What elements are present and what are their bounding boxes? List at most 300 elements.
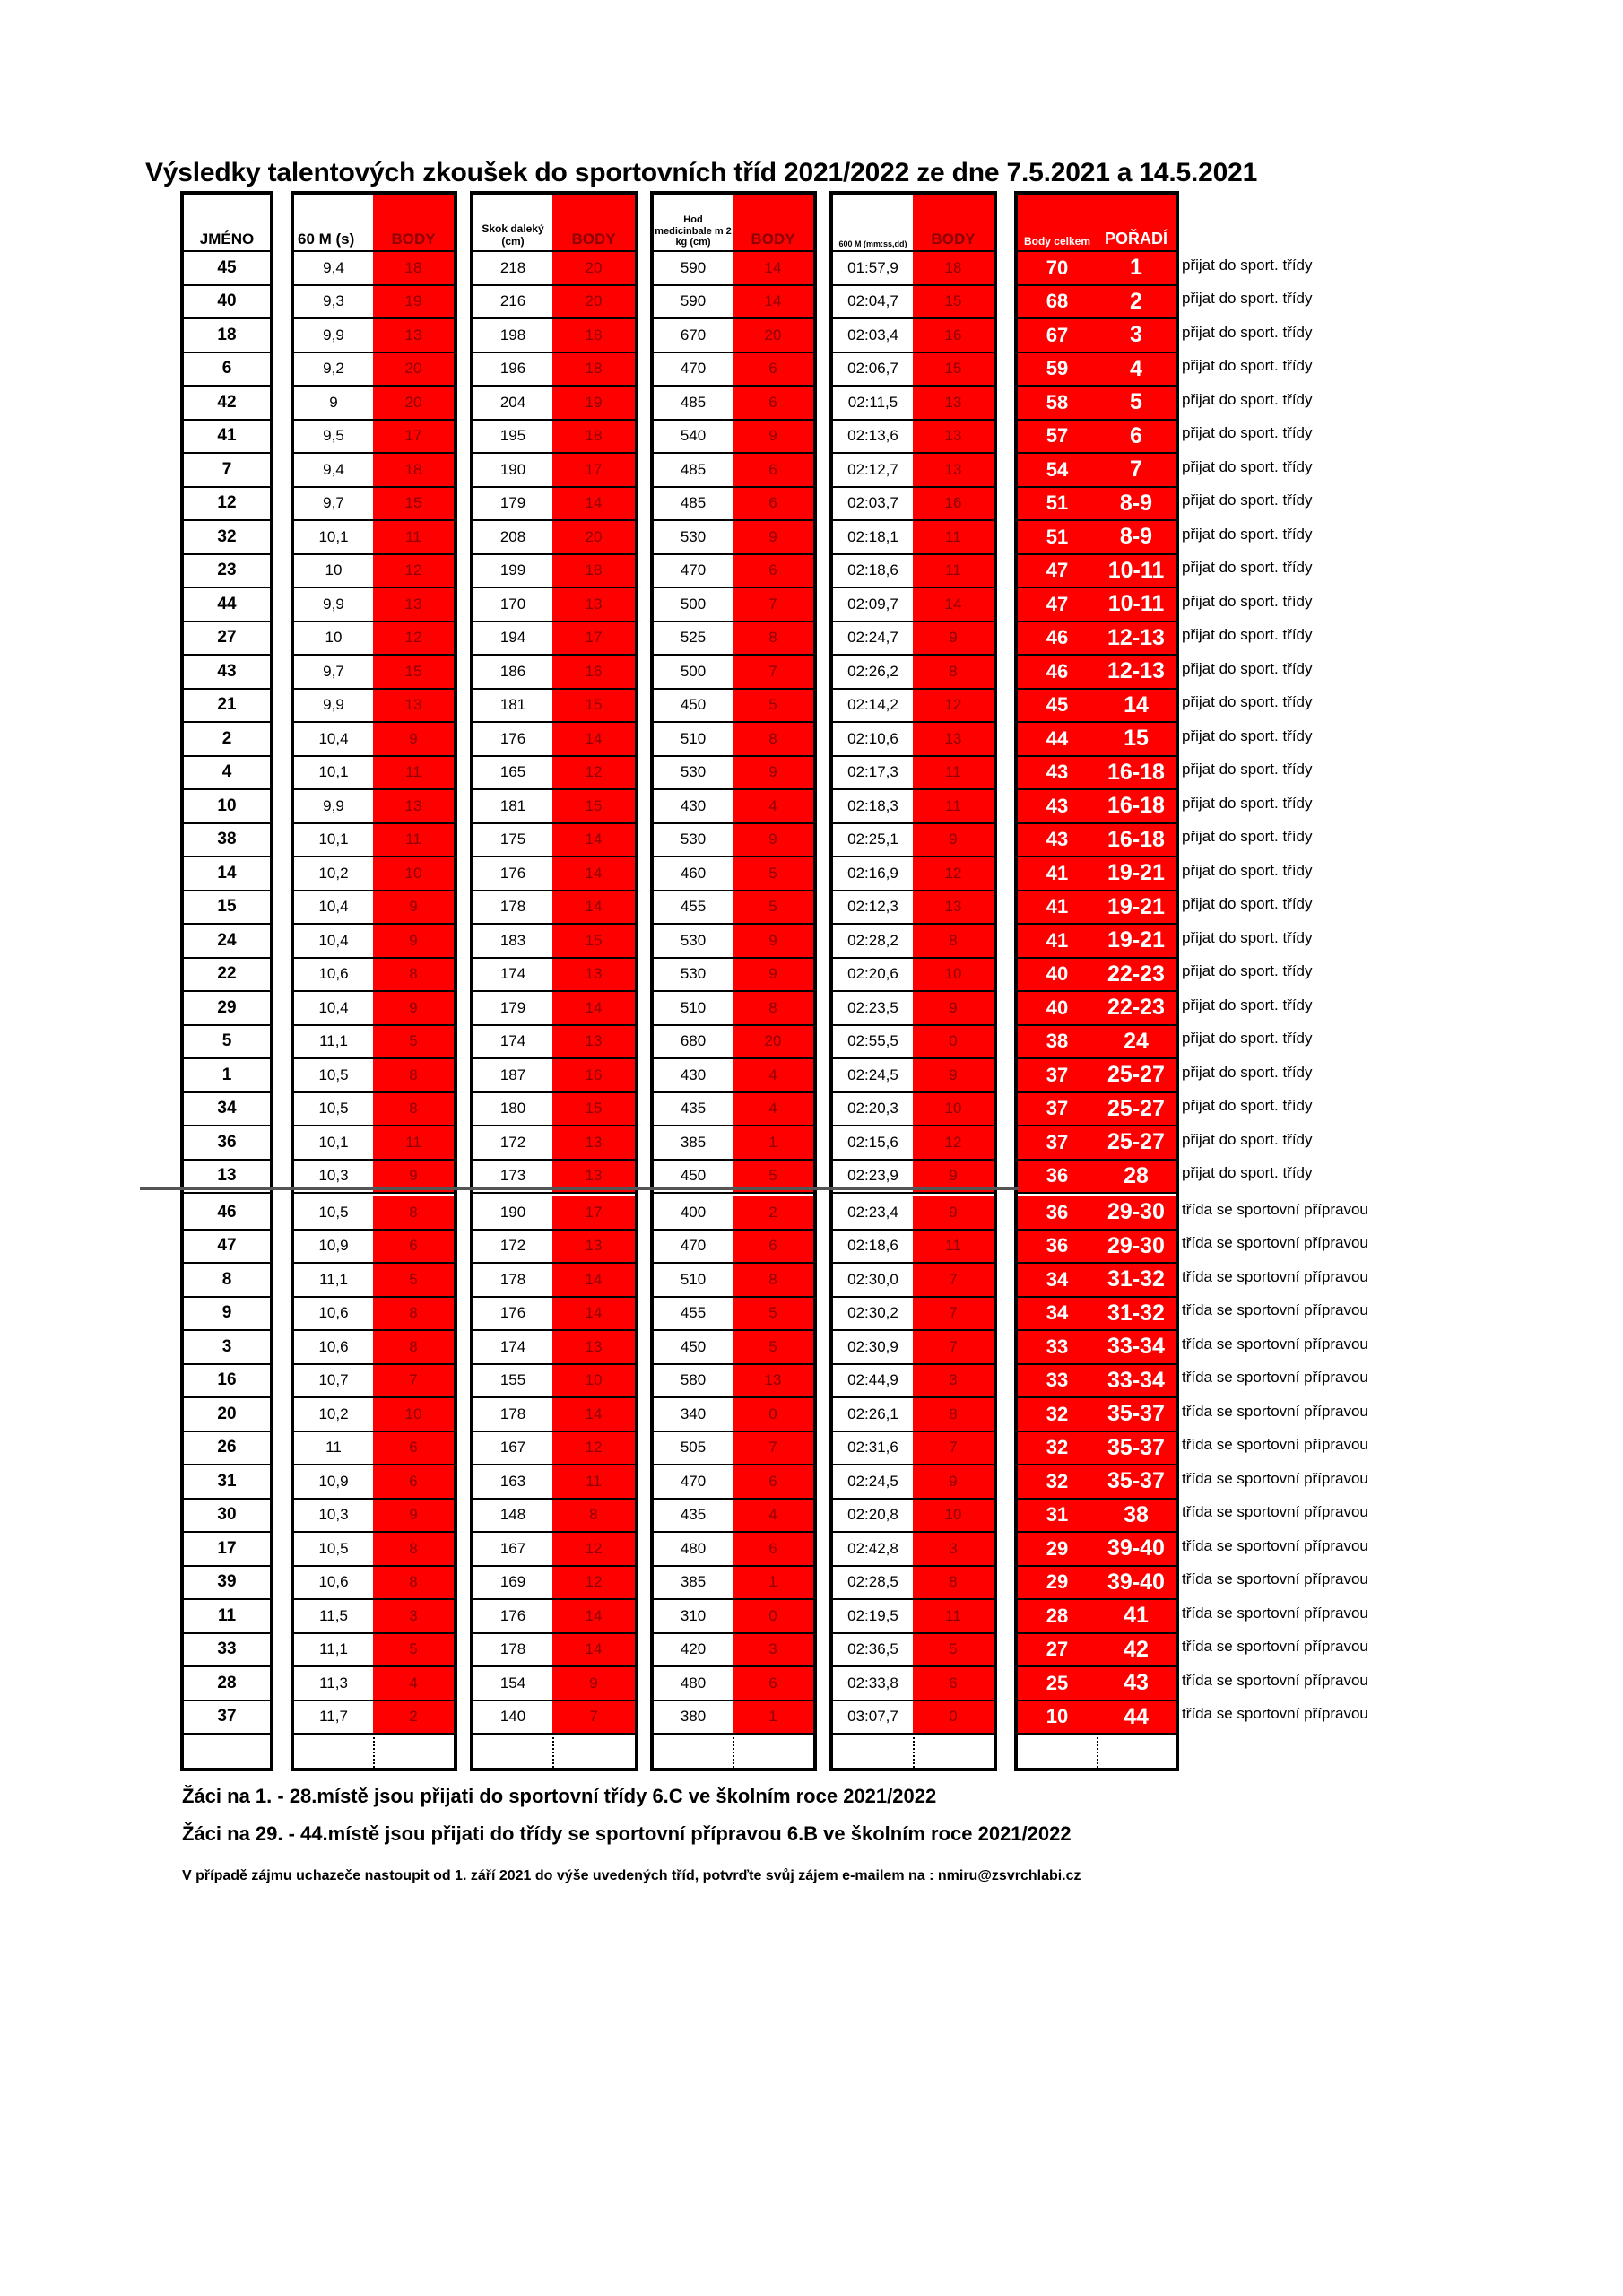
cell-jump: 190 <box>473 454 552 488</box>
cell-r60: 10,1 <box>294 521 373 555</box>
cell-name: 17 <box>184 1533 270 1567</box>
cell-pj: 20 <box>552 521 635 555</box>
cell-pj: 14 <box>552 723 635 757</box>
cell-pj: 15 <box>552 790 635 824</box>
cell-jump: 167 <box>473 1432 552 1466</box>
cell-name: 44 <box>184 588 270 622</box>
cell-pj: 14 <box>552 891 635 926</box>
cell-rank: 28 <box>1097 1161 1176 1195</box>
cell-ball: 430 <box>654 790 733 824</box>
cell-total: 25 <box>1018 1667 1097 1701</box>
cell-rank: 38 <box>1097 1500 1176 1534</box>
cell-rank: 19-21 <box>1097 925 1176 959</box>
cell-pb: 1 <box>733 1126 813 1161</box>
cell-ball: 435 <box>654 1500 733 1534</box>
cell-pb: 5 <box>733 891 813 926</box>
row-status: přijat do sport. třídy <box>1182 323 1313 341</box>
cell-r60: 10,3 <box>294 1500 373 1534</box>
cell-name: 29 <box>184 992 270 1026</box>
cell-r600: 02:28,5 <box>833 1567 913 1601</box>
cell-p60: 13 <box>373 690 454 724</box>
cell-total: 32 <box>1018 1398 1097 1432</box>
cell-pj: 20 <box>552 252 635 286</box>
cell-p600: 7 <box>913 1432 994 1466</box>
cell-r60: 10,6 <box>294 1331 373 1365</box>
cell-rank: 43 <box>1097 1667 1176 1701</box>
row-status: přijat do sport. třídy <box>1182 525 1313 543</box>
cell-name: 9 <box>184 1298 270 1332</box>
cell-name: 38 <box>184 824 270 858</box>
cell-jump: 178 <box>473 1634 552 1668</box>
cell-r600: 02:26,2 <box>833 656 913 690</box>
cell-name: 8 <box>184 1264 270 1298</box>
cell-pb: 7 <box>733 588 813 622</box>
row-status: třída se sportovní přípravou <box>1182 1638 1368 1656</box>
row-status: přijat do sport. třídy <box>1182 928 1313 946</box>
cell-name: 42 <box>184 387 270 421</box>
cell-p60: 15 <box>373 488 454 522</box>
cell-pj: 15 <box>552 690 635 724</box>
cell-rank: 15 <box>1097 723 1176 757</box>
cell-total: 34 <box>1018 1298 1097 1332</box>
cell-rank: 4 <box>1097 353 1176 387</box>
cell-p60: 8 <box>373 1567 454 1601</box>
cell-r60: 10,4 <box>294 723 373 757</box>
cell-r60: 10,5 <box>294 1196 373 1231</box>
cell-jump: 183 <box>473 925 552 959</box>
cell-ball: 380 <box>654 1701 733 1735</box>
cell-jump: 172 <box>473 1126 552 1161</box>
cell-p60: 9 <box>373 1500 454 1534</box>
cell-jump: 198 <box>473 319 552 353</box>
cell-ball: 480 <box>654 1667 733 1701</box>
cell-r600: 02:04,7 <box>833 286 913 320</box>
cell-jump: 186 <box>473 656 552 690</box>
cell-rank: 25-27 <box>1097 1059 1176 1093</box>
row-status: třída se sportovní přípravou <box>1182 1469 1368 1487</box>
cell-r60: 10,9 <box>294 1231 373 1265</box>
cell-p600: 13 <box>913 387 994 421</box>
cell-r60: 10,6 <box>294 1567 373 1601</box>
cell-rank: 35-37 <box>1097 1465 1176 1500</box>
row-status: přijat do sport. třídy <box>1182 761 1313 778</box>
cell-pj: 14 <box>552 1600 635 1634</box>
cell-name: 7 <box>184 454 270 488</box>
row-status: přijat do sport. třídy <box>1182 559 1313 577</box>
cell-total: 51 <box>1018 521 1097 555</box>
cell-r600: 02:20,6 <box>833 959 913 993</box>
row-status: přijat do sport. třídy <box>1182 1063 1313 1081</box>
cell-total: 58 <box>1018 387 1097 421</box>
cell-jump: 195 <box>473 421 552 455</box>
cell-pb: 8 <box>733 622 813 657</box>
row-status: přijat do sport. třídy <box>1182 357 1313 375</box>
cell-pj: 11 <box>552 1465 635 1500</box>
cell-rank: 29-30 <box>1097 1231 1176 1265</box>
cell-ball: 530 <box>654 925 733 959</box>
cell-p60: 10 <box>373 857 454 891</box>
cell-name: 4 <box>184 757 270 791</box>
cell-total: 70 <box>1018 252 1097 286</box>
cell-r600: 02:23,4 <box>833 1196 913 1231</box>
cell-pj: 19 <box>552 387 635 421</box>
cell-p60: 8 <box>373 1059 454 1093</box>
cell-r600: 02:44,9 <box>833 1365 913 1399</box>
cell-p60: 7 <box>373 1365 454 1399</box>
cell-ball: 510 <box>654 992 733 1026</box>
row-status: třída se sportovní přípravou <box>1182 1536 1368 1554</box>
cell-r600: 02:23,5 <box>833 992 913 1026</box>
cell-name: 28 <box>184 1667 270 1701</box>
cell-p60: 2 <box>373 1701 454 1735</box>
cell-name: 14 <box>184 857 270 891</box>
cell-p60: 20 <box>373 387 454 421</box>
cell-p600: 9 <box>913 1465 994 1500</box>
cell-r600: 02:24,5 <box>833 1059 913 1093</box>
cell-r60: 10,5 <box>294 1533 373 1567</box>
cell-name: 34 <box>184 1093 270 1127</box>
row-status: třída se sportovní přípravou <box>1182 1301 1368 1319</box>
cell-rank: 19-21 <box>1097 891 1176 926</box>
cell-total: 57 <box>1018 421 1097 455</box>
cell-p600: 11 <box>913 521 994 555</box>
cell-p60: 9 <box>373 1161 454 1195</box>
cell-rank: 24 <box>1097 1026 1176 1060</box>
row-status: přijat do sport. třídy <box>1182 794 1313 812</box>
cell-name: 23 <box>184 555 270 589</box>
cell-r600: 02:30,9 <box>833 1331 913 1365</box>
cell-p600: 16 <box>913 488 994 522</box>
cell-ball: 505 <box>654 1432 733 1466</box>
cell-r600: 02:18,6 <box>833 1231 913 1265</box>
cell-p60: 8 <box>373 1196 454 1231</box>
cell-r60: 11,5 <box>294 1600 373 1634</box>
cell-pb: 14 <box>733 252 813 286</box>
cell-name: 33 <box>184 1634 270 1668</box>
row-status: přijat do sport. třídy <box>1182 861 1313 879</box>
cell-r600: 02:10,6 <box>833 723 913 757</box>
cell-ball: 400 <box>654 1196 733 1231</box>
cell-pb: 14 <box>733 286 813 320</box>
cell-total: 36 <box>1018 1196 1097 1231</box>
cell-r600: 02:31,6 <box>833 1432 913 1466</box>
row-status: třída se sportovní přípravou <box>1182 1705 1368 1723</box>
cell-total: 41 <box>1018 857 1097 891</box>
cell-total: 27 <box>1018 1634 1097 1668</box>
cell-jump: 176 <box>473 723 552 757</box>
cell-pj: 15 <box>552 925 635 959</box>
cell-ball: 470 <box>654 353 733 387</box>
cell-rank: 16-18 <box>1097 824 1176 858</box>
cell-p60: 11 <box>373 757 454 791</box>
cell-pb: 4 <box>733 1093 813 1127</box>
cell-ball: 500 <box>654 656 733 690</box>
cell-p60: 5 <box>373 1026 454 1060</box>
cell-name: 21 <box>184 690 270 724</box>
cell-rank: 2 <box>1097 286 1176 320</box>
cell-rank: 35-37 <box>1097 1432 1176 1466</box>
cell-ball: 435 <box>654 1093 733 1127</box>
cell-total: 59 <box>1018 353 1097 387</box>
cell-pj: 14 <box>552 1398 635 1432</box>
cell-pb: 9 <box>733 521 813 555</box>
cell-rank: 7 <box>1097 454 1176 488</box>
cell-pj: 13 <box>552 1231 635 1265</box>
cell-total: 47 <box>1018 555 1097 589</box>
cell-name: 31 <box>184 1465 270 1500</box>
cell-r600: 02:24,5 <box>833 1465 913 1500</box>
cell-pj: 13 <box>552 959 635 993</box>
cell-pb: 6 <box>733 454 813 488</box>
row-status: třída se sportovní přípravou <box>1182 1671 1368 1689</box>
cell-pb: 20 <box>733 319 813 353</box>
cell-jump: 180 <box>473 1093 552 1127</box>
cell-total: 32 <box>1018 1465 1097 1500</box>
cell-total: 36 <box>1018 1231 1097 1265</box>
cell-jump: 176 <box>473 857 552 891</box>
cell-rank: 25-27 <box>1097 1093 1176 1127</box>
cell-jump: 170 <box>473 588 552 622</box>
cell-name: 32 <box>184 521 270 555</box>
cell-rank: 19-21 <box>1097 857 1176 891</box>
cell-r60: 9,7 <box>294 488 373 522</box>
cell-total: 41 <box>1018 925 1097 959</box>
cell-rank: 14 <box>1097 690 1176 724</box>
cell-pj: 14 <box>552 824 635 858</box>
cell-r600: 02:09,7 <box>833 588 913 622</box>
cell-p60: 11 <box>373 824 454 858</box>
cell-p600: 9 <box>913 824 994 858</box>
cell-rank: 16-18 <box>1097 790 1176 824</box>
cell-name: 45 <box>184 252 270 286</box>
cell-name: 2 <box>184 723 270 757</box>
cell-jump: 178 <box>473 1398 552 1432</box>
cell-ball: 470 <box>654 1465 733 1500</box>
header-ball-points: BODY <box>733 195 813 252</box>
cell-rank: 1 <box>1097 252 1176 286</box>
cell-name: 15 <box>184 891 270 926</box>
cell-total: 68 <box>1018 286 1097 320</box>
cell-r60: 11,1 <box>294 1026 373 1060</box>
cell-ball: 525 <box>654 622 733 657</box>
cell-pj: 18 <box>552 555 635 589</box>
cell-r600: 02:18,6 <box>833 555 913 589</box>
cell-jump: 179 <box>473 992 552 1026</box>
cell-total: 29 <box>1018 1533 1097 1567</box>
cell-rank: 41 <box>1097 1600 1176 1634</box>
cell-rank: 12-13 <box>1097 622 1176 657</box>
cell-total: 28 <box>1018 1600 1097 1634</box>
cell-p600: 11 <box>913 757 994 791</box>
cell-total: 37 <box>1018 1126 1097 1161</box>
header-jump-points: BODY <box>552 195 635 252</box>
row-status: třída se sportovní přípravou <box>1182 1503 1368 1521</box>
cell-r60: 9,7 <box>294 656 373 690</box>
cell-jump: 176 <box>473 1298 552 1332</box>
cell-name: 13 <box>184 1161 270 1195</box>
cell-total: 37 <box>1018 1093 1097 1127</box>
run60-block <box>291 191 457 1771</box>
cell-ball: 485 <box>654 387 733 421</box>
cell-p60: 13 <box>373 319 454 353</box>
cell-pj: 14 <box>552 1298 635 1332</box>
cell-rank: 42 <box>1097 1634 1176 1668</box>
cell-pj: 13 <box>552 588 635 622</box>
cell-p600: 11 <box>913 790 994 824</box>
total-block <box>1014 191 1179 1771</box>
cell-p60: 15 <box>373 656 454 690</box>
cell-r600: 02:03,7 <box>833 488 913 522</box>
cell-p60: 5 <box>373 1634 454 1668</box>
header-jump: Skok daleký (cm) <box>482 222 544 248</box>
cell-pj: 7 <box>552 1701 635 1735</box>
cell-jump: 196 <box>473 353 552 387</box>
cell-p600: 10 <box>913 1093 994 1127</box>
cell-name: 5 <box>184 1026 270 1060</box>
cell-pb: 20 <box>733 1026 813 1060</box>
cell-rank: 3 <box>1097 319 1176 353</box>
row-status: třída se sportovní přípravou <box>1182 1369 1368 1387</box>
cell-rank: 33-34 <box>1097 1331 1176 1365</box>
cell-pj: 12 <box>552 1432 635 1466</box>
cell-rank: 8-9 <box>1097 521 1176 555</box>
cell-pj: 17 <box>552 454 635 488</box>
cell-jump: 167 <box>473 1533 552 1567</box>
cell-r600: 02:26,1 <box>833 1398 913 1432</box>
cell-pj: 13 <box>552 1026 635 1060</box>
cell-p600: 13 <box>913 454 994 488</box>
cell-r60: 10,7 <box>294 1365 373 1399</box>
cell-p600: 11 <box>913 1231 994 1265</box>
cell-p600: 7 <box>913 1331 994 1365</box>
cell-jump: 165 <box>473 757 552 791</box>
cell-pb: 9 <box>733 757 813 791</box>
cell-p600: 12 <box>913 690 994 724</box>
cell-name: 39 <box>184 1567 270 1601</box>
cell-pb: 9 <box>733 959 813 993</box>
cell-r60: 10,6 <box>294 1298 373 1332</box>
cell-pb: 5 <box>733 857 813 891</box>
cell-p60: 19 <box>373 286 454 320</box>
cell-r60: 10 <box>294 622 373 657</box>
cell-r600: 03:07,7 <box>833 1701 913 1735</box>
cell-r600: 02:15,6 <box>833 1126 913 1161</box>
header-ball: Hod medicinbale m 2 kg (cm) <box>655 214 732 248</box>
cell-name: 12 <box>184 488 270 522</box>
cell-p60: 6 <box>373 1465 454 1500</box>
cell-name: 47 <box>184 1231 270 1265</box>
cell-name: 10 <box>184 790 270 824</box>
cell-total: 40 <box>1018 959 1097 993</box>
cell-jump: 178 <box>473 891 552 926</box>
run600-block <box>829 191 997 1771</box>
cell-jump: 187 <box>473 1059 552 1093</box>
cell-name: 22 <box>184 959 270 993</box>
row-status: přijat do sport. třídy <box>1182 1164 1313 1182</box>
cell-pb: 7 <box>733 1432 813 1466</box>
cell-pb: 6 <box>733 1465 813 1500</box>
cell-rank: 6 <box>1097 421 1176 455</box>
row-status: přijat do sport. třídy <box>1182 457 1313 475</box>
cell-total: 37 <box>1018 1059 1097 1093</box>
row-status: přijat do sport. třídy <box>1182 895 1313 913</box>
cell-rank: 25-27 <box>1097 1126 1176 1161</box>
ball-block <box>650 191 817 1771</box>
cell-rank: 39-40 <box>1097 1567 1176 1601</box>
cell-p600: 0 <box>913 1026 994 1060</box>
cell-ball: 470 <box>654 1231 733 1265</box>
cell-ball: 470 <box>654 555 733 589</box>
cell-pb: 8 <box>733 992 813 1026</box>
cell-ball: 670 <box>654 319 733 353</box>
jump-block <box>470 191 638 1771</box>
cell-pb: 4 <box>733 790 813 824</box>
cell-name: 16 <box>184 1365 270 1399</box>
cell-pb: 1 <box>733 1567 813 1601</box>
cell-p60: 9 <box>373 891 454 926</box>
cell-p600: 12 <box>913 857 994 891</box>
cell-r600: 02:18,1 <box>833 521 913 555</box>
cell-r60: 9 <box>294 387 373 421</box>
cell-p60: 20 <box>373 353 454 387</box>
cell-pj: 13 <box>552 1331 635 1365</box>
cell-name: 46 <box>184 1196 270 1231</box>
cell-jump: 174 <box>473 1331 552 1365</box>
row-status: třída se sportovní přípravou <box>1182 1436 1368 1454</box>
cell-ball: 450 <box>654 1331 733 1365</box>
cell-total: 51 <box>1018 488 1097 522</box>
cell-p600: 15 <box>913 286 994 320</box>
cell-total: 44 <box>1018 723 1097 757</box>
admission-divider-line <box>140 1187 1019 1190</box>
cell-p60: 17 <box>373 421 454 455</box>
cell-ball: 385 <box>654 1126 733 1161</box>
cell-pb: 6 <box>733 1667 813 1701</box>
cell-ball: 340 <box>654 1398 733 1432</box>
cell-r60: 11,1 <box>294 1264 373 1298</box>
cell-jump: 218 <box>473 252 552 286</box>
cell-jump: 163 <box>473 1465 552 1500</box>
cell-ball: 500 <box>654 588 733 622</box>
row-status: přijat do sport. třídy <box>1182 1097 1313 1115</box>
cell-p600: 8 <box>913 1567 994 1601</box>
cell-total: 43 <box>1018 824 1097 858</box>
cell-ball: 530 <box>654 824 733 858</box>
row-status: přijat do sport. třídy <box>1182 256 1313 274</box>
cell-jump: 169 <box>473 1567 552 1601</box>
name-block <box>180 191 273 1771</box>
cell-ball: 530 <box>654 757 733 791</box>
cell-pb: 5 <box>733 1298 813 1332</box>
cell-jump: 154 <box>473 1667 552 1701</box>
cell-r600: 02:24,7 <box>833 622 913 657</box>
cell-r60: 10,1 <box>294 824 373 858</box>
row-status: přijat do sport. třídy <box>1182 290 1313 308</box>
cell-jump: 216 <box>473 286 552 320</box>
cell-pj: 16 <box>552 656 635 690</box>
cell-name: 40 <box>184 286 270 320</box>
cell-pb: 0 <box>733 1600 813 1634</box>
cell-r600: 02:12,3 <box>833 891 913 926</box>
cell-p600: 7 <box>913 1264 994 1298</box>
note-sport-prep-class: Žáci na 29. - 44.místě jsou přijati do třídy se sportovní přípravou 6.B ve školním roce 2021/2022 <box>182 1822 1072 1845</box>
cell-pb: 6 <box>733 1533 813 1567</box>
cell-name: 26 <box>184 1432 270 1466</box>
cell-pb: 3 <box>733 1634 813 1668</box>
cell-pj: 17 <box>552 1196 635 1231</box>
cell-pj: 12 <box>552 757 635 791</box>
cell-r600: 02:20,8 <box>833 1500 913 1534</box>
